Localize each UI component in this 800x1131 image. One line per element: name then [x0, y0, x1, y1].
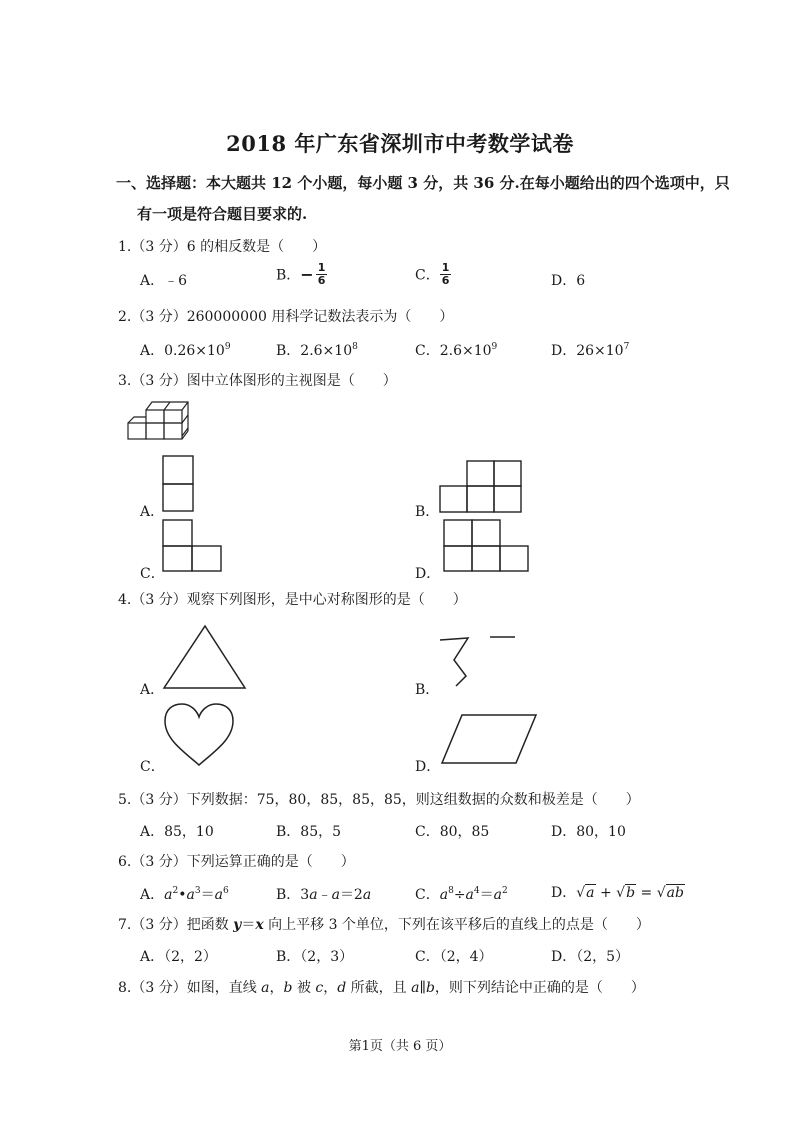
q4-option-b-label: B．: [415, 682, 440, 698]
q2-option-c: C．$2.6\times 10^9$: [415, 342, 498, 359]
q4-option-c-label: C．: [140, 759, 165, 775]
page-footer: 第1页（共 6 页）: [348, 1039, 452, 1054]
question-5-stem: 5.（3 分）下列数据：75，80，85，85，85，则这组数据的众数和极差是（ ）: [118, 792, 640, 808]
q6-option-d: D．√a + √b = √ab: [551, 885, 684, 901]
q5-option-a: A．85，10: [140, 824, 214, 840]
q3-option-d-label: D．: [415, 566, 441, 582]
question-2-stem: 2.（3 分）260000000 用科学记数法表示为（ ）: [118, 309, 454, 325]
q4-option-d-label: D．: [415, 759, 441, 775]
question-6-stem: 6.（3 分）下列运算正确的是（ ）: [118, 854, 355, 870]
broken-shape-figure: [438, 632, 520, 688]
section-heading-line1: 一、选择题：本大题共 12 个小题，每小题 3 分，共 36 分.在每小题给出的四个选项中，只: [116, 174, 730, 192]
question-7-stem: 7.（3 分）把函数 y＝x 向上平移 3 个单位，下列在该平移后的直线上的点是（ ）: [118, 917, 650, 933]
sqrt-expression: √ab: [656, 885, 684, 901]
q1-option-b: B．− $\frac{1}{6}$: [276, 261, 326, 287]
fraction: $\frac{1}{6}$: [441, 261, 450, 287]
section-heading-line2: 有一项是符合题目要求的.: [137, 205, 308, 223]
question-1-stem: 1.（3 分）6 的相反数是（ ）: [118, 239, 327, 255]
q2-option-a: A．$0.26\times 10^9$: [140, 342, 231, 359]
question-3-stem: 3.（3 分）图中立体图形的主视图是（ ）: [118, 373, 397, 389]
heart-figure: [163, 703, 235, 767]
solid-figure: [122, 398, 192, 444]
q1-option-a: A．﹣6: [140, 273, 188, 289]
q3-option-b-label: B．: [415, 504, 440, 520]
triangle-figure: [162, 624, 248, 690]
q6-option-c: C．$a^8\div a^4=a^2$: [415, 886, 508, 903]
q7-option-d: D．（2，5）: [551, 949, 630, 965]
page-title: 2018 年广东省深圳市中考数学试卷: [226, 131, 574, 156]
q2-option-b: B．$2.6\times 10^8$: [276, 342, 358, 359]
q5-option-b: B．85，5: [276, 824, 342, 840]
q7-option-a: A．（2，2）: [140, 949, 217, 965]
q3-figure-c: [162, 519, 224, 573]
sqrt-expression: √b: [616, 885, 636, 901]
q3-option-c-label: C．: [140, 566, 165, 582]
q6-option-a: A．$a^2•a^3=a^6$: [140, 886, 229, 903]
q6-option-b: B．3a﹣a＝2a: [276, 887, 372, 903]
q7-option-b: B．（2，3）: [276, 949, 354, 965]
question-4-stem: 4.（3 分）观察下列图形，是中心对称图形的是（ ）: [118, 592, 467, 608]
q5-option-c: C．80，85: [415, 824, 490, 840]
q2-option-d: D．$26\times 10^7$: [551, 342, 630, 359]
q4-option-a-label: A．: [140, 682, 165, 698]
q1-option-d: D．6: [551, 273, 586, 289]
q3-figure-a: [162, 455, 194, 513]
parallelogram-figure: [440, 713, 540, 765]
sqrt-expression: √a: [576, 885, 595, 901]
q3-figure-d: [443, 519, 531, 573]
q7-option-c: C．（2，4）: [415, 949, 493, 965]
q1-option-c: C． $\frac{1}{6}$: [415, 261, 450, 287]
q5-option-d: D．80，10: [551, 824, 626, 840]
q3-figure-b: [439, 460, 523, 514]
fraction: $\frac{1}{6}$: [317, 261, 326, 287]
question-8-stem: 8.（3 分）如图，直线 a，b 被 c，d 所截，且 a∥b，则下列结论中正确的是（ ）: [118, 980, 645, 996]
q3-option-a-label: A．: [140, 504, 165, 520]
